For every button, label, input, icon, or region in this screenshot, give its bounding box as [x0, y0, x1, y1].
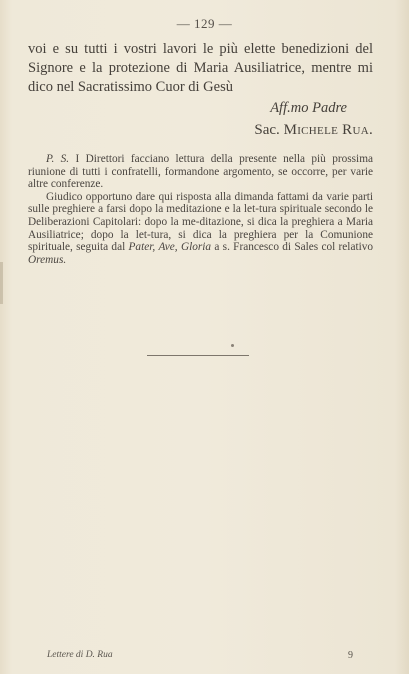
postscript-text-2: Giudico opportuno dare qui risposta alla dimanda fattami da varie parti sulle preghiere a farsi dopo la meditazione e la let-tura spirituale secondo le Deliberazioni Capitolari: dopo la me-ditazione, si dica la preghiera a Maria Ausiliatrice; dopo la let-tura, si dica la preghiera per la Comunione spirituale, seguita dal: [28, 190, 373, 254]
signature-title: Sac.: [254, 122, 280, 138]
prayer-gloria: Gloria: [180, 241, 212, 254]
signature: [28, 122, 373, 139]
letter-closing-paragraph: [28, 40, 373, 97]
signature-name: Michele Rua.: [283, 122, 373, 138]
postscript-label: P. S.: [46, 153, 70, 165]
prayer-oremus: Oremus.: [28, 253, 67, 266]
prayer-ave: Ave,: [158, 241, 178, 254]
letter-closing-text: voi e su tutti i vostri lavori le più elette benedizioni del Signore e la protezione di Maria Ausiliatrice, mentre mi dico nel Sacratissimo Cuor di Gesù: [28, 41, 373, 95]
postscript-text-2-tail: a s. Francesco di Sales col relativo: [214, 241, 374, 254]
page-edge-mark: [0, 262, 3, 304]
page-number: — 129 —: [176, 16, 233, 31]
postscript-paragraph-2: [28, 191, 373, 267]
section-separator: [147, 355, 249, 356]
postscript-text-1: I Direttori facciano lettura della presente nella più prossima riunione di tutti i confratelli, formandone argomento, se occorre, per varie altre conferenze.: [28, 153, 373, 191]
postscript-paragraph-1: [28, 153, 373, 191]
postscript: [28, 153, 373, 266]
prayer-pater: Pater,: [128, 241, 156, 254]
ink-dot: [231, 344, 234, 347]
footer-signature: Lettere di D. Rua: [47, 650, 113, 660]
salutation: Aff.mo Padre: [270, 100, 347, 116]
footer-signature-mark: 9: [348, 650, 353, 661]
